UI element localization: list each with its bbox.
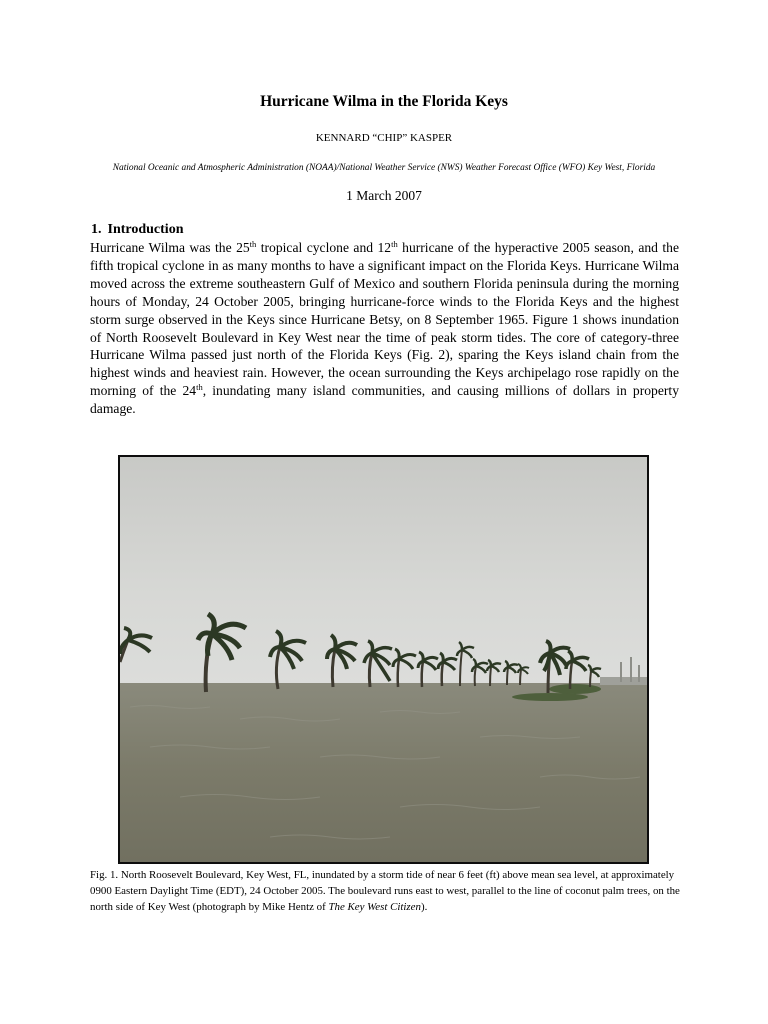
sky (120, 457, 647, 685)
paragraph-text: hurricane of the hyperactive 2005 season, and the fifth tropical cyclone in as many months to have a significant impact on the Florida Keys. Hurricane Wilma moved across the extreme southeastern Gulf of Mexico and southern Florida peninsula during the morning hours of Monday, 24 October 2005, bringing hurricane-force winds to the Florida Keys and the highest storm surge observed in the Keys since Hurricane Betsy, on 8 September 1965. Figure 1 shows inundation of North Roosevelt Boulevard in Key West near the time of peak storm tides. The core of category-three Hurricane Wilma passed just north of the Florida Keys (Fig. 2), sparing the Keys island chain from the highest winds and heaviest rain. However, the ocean surrounding the Keys archipelago rose rapidly on the morning of the 24 (90, 240, 679, 399)
caption-source: The Key West Citizen (328, 901, 421, 914)
caption-text: Fig. 1. North Roosevelt Boulevard, Key West, FL, inundated by a storm tide of near 6 feet (ft) above mean sea level, at approximately 0900 Eastern Daylight Time (EDT), 24 October 2005. The boulevard runs east to west, parallel to the line of coconut palm trees, on the north side of Key West (photograph by Mike Hentz of (90, 869, 680, 914)
paragraph-text: Hurricane Wilma was the 25 (90, 240, 250, 255)
paragraph-text: , inundating many island communities, and causing millions of dollars in property damage. (90, 383, 679, 417)
author-name: KENNARD “CHIP” KASPER (315, 132, 453, 144)
section-number: 1. (91, 222, 102, 237)
figure-photo (118, 455, 649, 864)
caption-text: ). (420, 901, 428, 914)
ordinal-superscript: th (391, 239, 398, 249)
paper-title: Hurricane Wilma in the Florida Keys (260, 93, 508, 110)
floodwater (120, 683, 647, 862)
figure-caption (90, 867, 680, 915)
ordinal-superscript: th (196, 382, 203, 393)
paragraph-text: tropical cyclone and 12 (256, 240, 392, 255)
section-heading (91, 222, 183, 238)
author-affiliation: National Oceanic and Atmospheric Administration (NOAA)/National Weather Service (NWS) Weather Forecast Office (WFO) Key West, Florida (112, 163, 656, 173)
section-title: Introduction (107, 222, 184, 237)
flooded-boulevard-photo (120, 457, 647, 862)
publication-date: 1 March 2007 (346, 188, 422, 203)
ordinal-superscript: th (249, 239, 257, 249)
introduction-paragraph (90, 239, 679, 418)
